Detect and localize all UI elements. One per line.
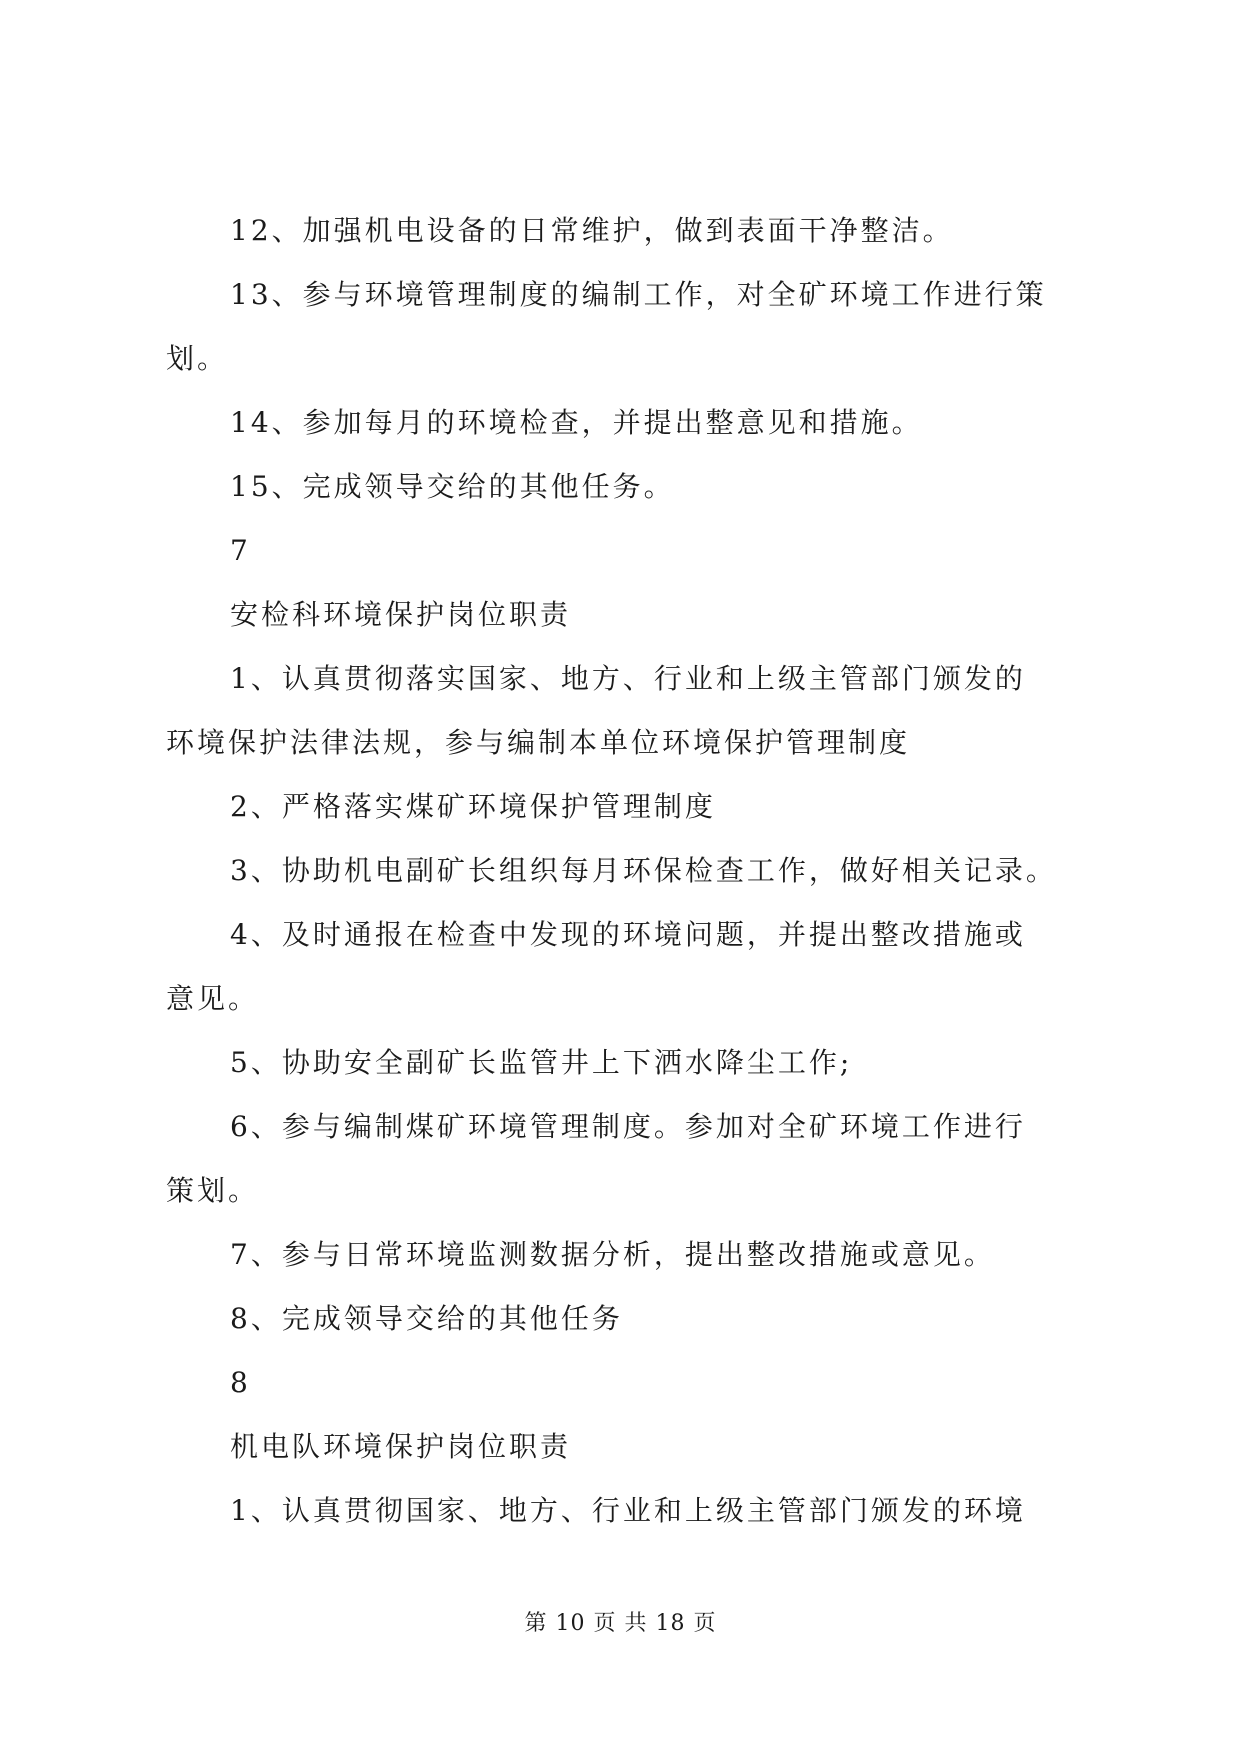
paragraph-line: 13、参与环境管理制度的编制工作，对全矿环境工作进行策 [230,278,1047,311]
paragraph-line: 5、协助安全副矿长监管井上下洒水降尘工作; [230,1046,853,1079]
paragraph-line: 14、参加每月的环境检查，并提出整意见和措施。 [230,406,923,439]
paragraph-line: 环境保护法律法规，参与编制本单位环境保护管理制度 [166,726,911,759]
page-footer: 第 10 页 共 18 页 [524,1611,717,1636]
section-heading: 安检科环境保护岗位职责 [230,598,572,631]
paragraph-line: 15、完成领导交给的其他任务。 [230,470,675,503]
paragraph-line: 意见。 [166,982,260,1015]
document-body [166,199,1086,1543]
paragraph-line: 1、认真贯彻国家、地方、行业和上级主管部门颁发的环境 [230,1494,1026,1527]
paragraph-line: 7、参与日常环境监测数据分析，提出整改措施或意见。 [230,1238,995,1271]
paragraph-line: 3、协助机电副矿长组织每月环保检查工作，做好相关记录。 [230,854,1057,887]
section-number: 7 [230,534,251,567]
paragraph-line: 6、参与编制煤矿环境管理制度。参加对全矿环境工作进行 [230,1110,1026,1143]
paragraph-line: 12、加强机电设备的日常维护，做到表面干净整洁。 [230,214,954,247]
section-heading: 机电队环境保护岗位职责 [230,1430,572,1463]
paragraph-line: 划。 [166,342,229,375]
paragraph-line: 2、严格落实煤矿环境保护管理制度 [230,790,716,823]
paragraph-line: 4、及时通报在检查中发现的环境问题，并提出整改措施或 [230,918,1026,951]
paragraph-line: 策划。 [166,1174,260,1207]
section-number: 8 [230,1366,251,1399]
paragraph-line: 8、完成领导交给的其他任务 [230,1302,623,1335]
paragraph-line: 1、认真贯彻落实国家、地方、行业和上级主管部门颁发的 [230,662,1026,695]
